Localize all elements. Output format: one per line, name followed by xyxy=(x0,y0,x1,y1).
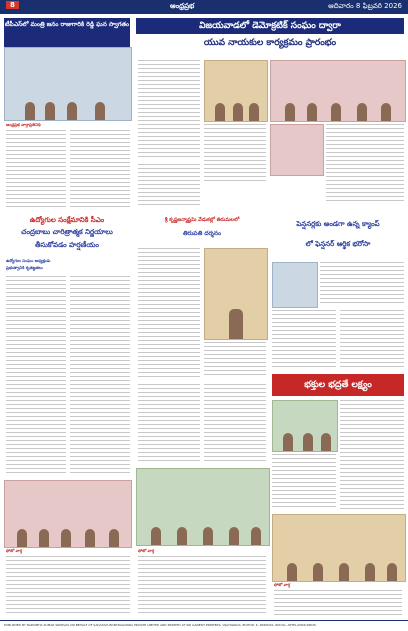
center-middle-photo xyxy=(204,248,268,340)
bottom-center-caption: ఫోటో వార్త xyxy=(138,548,155,553)
date-line: ఆదివారం 8 ఫిబ్రవరి 2026 xyxy=(328,2,402,10)
right-middle-text-col2 xyxy=(272,310,336,370)
main-top-portrait xyxy=(270,124,324,176)
masthead xyxy=(0,0,408,14)
main-top-headline: విజయవాడలో డెమోక్రటిక్ సంఘం ద్వారా యువ నాయకుల కార్యక్రమం ప్రారంభం xyxy=(136,18,404,56)
left-middle-text-col1 xyxy=(6,276,66,476)
left-middle-headline: ఉద్యోగుల సంక్షేమానికి సీఎం చంద్రబాబు చారిత్రాత్మక నిర్ణయాలు తీసుకోవడం హర్షణీయం xyxy=(4,214,130,254)
right-middle-text-col1 xyxy=(320,262,404,306)
bottom-center-photo xyxy=(136,468,270,546)
lower-right-text-col1 xyxy=(340,400,404,510)
left-top-headline: టీపీఎస్‌లో మంత్రి జనం రాజుగారికి రెడ్డి ఘన స్వాగతం xyxy=(4,18,130,47)
bottom-left-caption: ఫోటో వార్త xyxy=(6,548,23,553)
left-middle-text-col2 xyxy=(70,276,130,476)
bottom-right-caption: ఫోటో వార్త xyxy=(274,582,291,587)
lower-right-text-col2 xyxy=(272,454,336,510)
lower-right-headline: భక్తుల భద్రతే లక్ష్యం xyxy=(272,374,404,396)
main-top-text-col3 xyxy=(326,124,404,204)
newspaper-title: ఆంధ్రప్రభ xyxy=(170,2,195,10)
left-middle-bullet-1: ఉద్యోగుల సంఘం అధ్యక్షుడు xyxy=(6,258,51,263)
right-middle-photo xyxy=(272,262,318,308)
lower-center-text-1 xyxy=(138,384,200,464)
left-top-photo xyxy=(4,47,132,121)
center-middle-headline: శ్రీ కృష్ణజన్మాష్టమి వేడుకల్లో తిరుమలలో తిరుపతి దర్శనం xyxy=(136,214,268,244)
main-top-text-col4 xyxy=(138,164,200,208)
footer-imprint: PUBLISHED BY NARSIMHA KUMAR SRINIVAS ON BEHALF OF SADASIVA BONTRAGONDA PRIVATE LIMITED AND PRINTED AT SRI GANESH PRINTERS, VIJAYAWADA. EDITOR: K. SRINIVAS. RNI No. APTEL/2006/18645. xyxy=(0,620,408,631)
lower-right-photo xyxy=(272,400,338,452)
main-top-text-col1 xyxy=(138,60,200,160)
bottom-left-photo xyxy=(4,480,132,548)
bottom-right-text xyxy=(274,590,402,616)
right-middle-headline: పెన్షనర్లకు అండగా ఉన్న క్యాంప్ లో ఫెన్షనర్ ఆర్థిక భరోసా xyxy=(272,214,404,258)
left-top-text xyxy=(6,130,66,208)
lower-center-text-2 xyxy=(204,384,266,464)
bottom-center-text xyxy=(138,556,266,616)
main-top-text-col2 xyxy=(204,124,266,184)
left-middle-bullet-2: ప్రభుత్వానికి కృతజ్ఞతలు xyxy=(6,265,43,270)
center-middle-text-col1 xyxy=(138,248,200,378)
bottom-left-text xyxy=(6,556,130,616)
bottom-right-photo xyxy=(272,514,406,582)
page-number: 8 xyxy=(6,1,19,9)
center-middle-text-col2 xyxy=(204,342,266,378)
left-top-caption: ఆంధ్రప్రభ వార్తాప్రతినిధి xyxy=(6,122,41,127)
main-top-photo-1 xyxy=(204,60,268,122)
right-middle-text-col3 xyxy=(340,310,404,370)
main-top-photo-2 xyxy=(270,60,406,122)
left-top-text-2 xyxy=(70,130,130,208)
